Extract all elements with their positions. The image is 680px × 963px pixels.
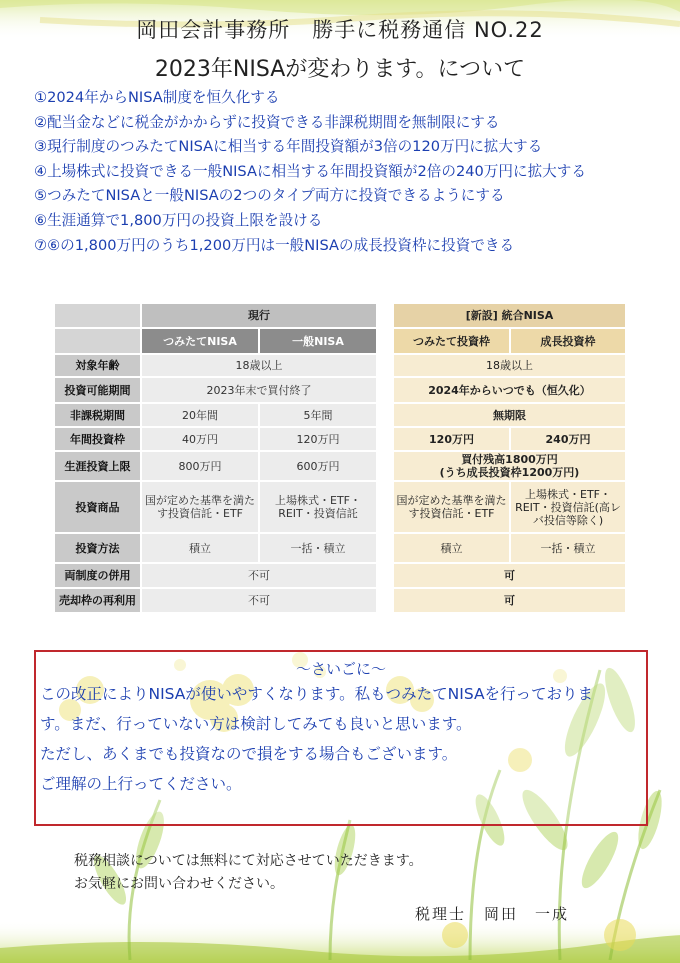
table-cell: 800万円 xyxy=(141,451,259,481)
column-header-seicho-waku: 成長投資枠 xyxy=(510,328,626,354)
table-cell: 120万円 xyxy=(394,427,510,451)
row-label: 投資方法 xyxy=(55,533,141,563)
table-cell: 40万円 xyxy=(141,427,259,451)
footer-line: 税務相談については無料にて対応させていただきます。 xyxy=(74,853,423,869)
table-cell: 2024年からいつでも（恒久化） xyxy=(394,377,626,403)
footer-line: お気軽にお問い合わせください。 xyxy=(74,876,284,892)
list-item: ⑤つみたてNISAと一般NISAの2つのタイプ両方に投資できるようにする xyxy=(34,187,505,205)
current-group-header: 現行 xyxy=(141,304,377,328)
list-item: ②配当金などに税金がかからずに投資できる非課税期間を無制限にする xyxy=(34,113,500,131)
lifetime-limit-line: (うち成長投資枠1200万円) xyxy=(439,466,580,479)
column-header-tsumitate-waku: つみたて投資枠 xyxy=(394,328,510,354)
list-item: ⑦⑥の1,800万円のうち1,200万円は一般NISAの成長投資枠に投資できる xyxy=(34,236,515,254)
newsletter-subtitle: 2023年NISAが変わります。について xyxy=(154,57,526,82)
row-label: 両制度の併用 xyxy=(55,563,141,588)
new-nisa-table xyxy=(394,304,627,614)
table-cell: 5年間 xyxy=(259,403,377,427)
table-cell: 2023年末で買付終了 xyxy=(141,377,377,403)
row-label: 非課税期間 xyxy=(55,403,141,427)
list-item: ③現行制度のつみたてNISAに相当する年間投資額が3倍の120万円に拡大する xyxy=(34,138,543,156)
new-group-header: [新設] 統合NISA xyxy=(394,304,626,328)
table-cell: 無期限 xyxy=(394,403,626,427)
table-cell: 20年間 xyxy=(141,403,259,427)
table-cell: 上場株式・ETF・REIT・投資信託(高レバ投信等除く) xyxy=(510,481,626,533)
row-label: 売却枠の再利用 xyxy=(55,588,141,613)
footer-note xyxy=(74,850,423,896)
table-cell: 120万円 xyxy=(259,427,377,451)
table-cell: 一括・積立 xyxy=(259,533,377,563)
table-cell-lifetime-limit xyxy=(394,451,626,481)
row-label: 投資可能期間 xyxy=(55,377,141,403)
table-cell: 18歳以上 xyxy=(394,354,626,377)
list-item: ⑥生涯通算で1,800万円の投資上限を設ける xyxy=(34,211,323,229)
signature-title: 税理士 xyxy=(415,905,467,923)
row-label: 生涯投資上限 xyxy=(55,451,141,481)
column-header-ippan: 一般NISA xyxy=(259,328,377,354)
table-cell: 18歳以上 xyxy=(141,354,377,377)
table-cell: 上場株式・ETF・REIT・投資信託 xyxy=(259,481,377,533)
revision-points-list xyxy=(34,86,664,258)
column-header-tsumitate: つみたてNISA xyxy=(141,328,259,354)
table-cell: 国が定めた基準を満たす投資信託・ETF xyxy=(394,481,510,533)
closing-line: この改正によりNISAが使いやすくなります。私もつみたてNISAを行っておりま xyxy=(40,685,594,703)
table-cell: 不可 xyxy=(141,563,377,588)
lifetime-limit-line: 買付残高1800万円 xyxy=(461,453,558,466)
table-cell: 積立 xyxy=(394,533,510,563)
closing-line: ただし、あくまでも投資なので損をする場合もございます。 xyxy=(40,745,458,763)
table-cell: 不可 xyxy=(141,588,377,613)
row-label: 投資商品 xyxy=(55,481,141,533)
closing-title: ～さいごに～ xyxy=(295,660,386,678)
table-cell: 可 xyxy=(394,563,626,588)
table-cell: 積立 xyxy=(141,533,259,563)
closing-line: ご理解の上行ってください。 xyxy=(40,775,242,793)
table-cell: 240万円 xyxy=(510,427,626,451)
table-cell: 可 xyxy=(394,588,626,613)
current-nisa-table xyxy=(55,304,378,614)
newsletter-title: 岡田会計事務所 勝手に税務通信 NO.22 xyxy=(136,18,544,42)
closing-line: す。まだ、行っていない方は検討してみても良いと思います。 xyxy=(40,715,472,733)
closing-message-box xyxy=(34,650,648,826)
table-cell: 国が定めた基準を満たす投資信託・ETF xyxy=(141,481,259,533)
list-item: ④上場株式に投資できる一般NISAに相当する年間投資額が2倍の240万円に拡大する xyxy=(34,162,586,180)
signature-name: 岡田 一成 xyxy=(484,905,570,923)
table-cell: 一括・積立 xyxy=(510,533,626,563)
table-cell: 600万円 xyxy=(259,451,377,481)
signature xyxy=(415,903,587,924)
row-label: 対象年齢 xyxy=(55,354,141,377)
row-label: 年間投資枠 xyxy=(55,427,141,451)
list-item: ①2024年からNISA制度を恒久化する xyxy=(34,89,280,106)
